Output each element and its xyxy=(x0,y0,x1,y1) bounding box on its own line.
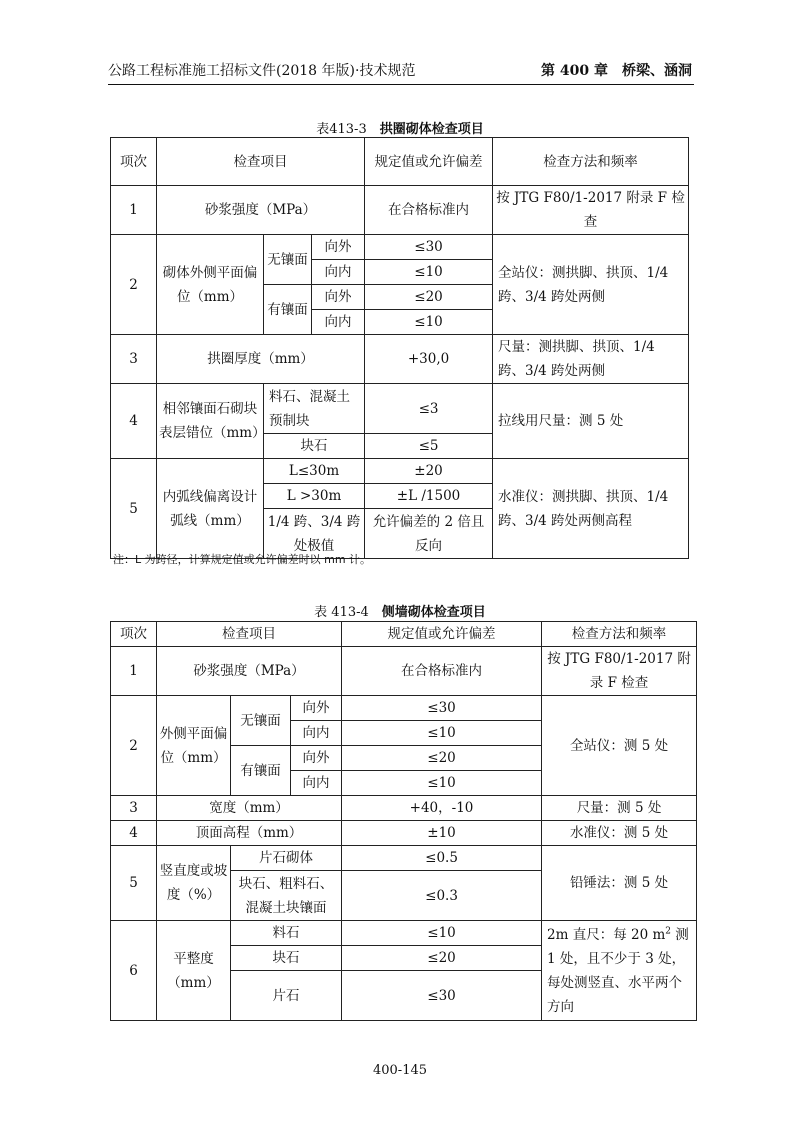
table1-r1-method: 按 JTG F80/1-2017 附录 F 检查 xyxy=(493,186,689,235)
table2-r1-no: 1 xyxy=(111,647,157,696)
table2-r6-v3: ≤30 xyxy=(342,971,542,1021)
table1-r3-no: 3 xyxy=(111,335,157,384)
table1-r5-v1: ±20 xyxy=(365,459,493,484)
table2-r6-method-pre: 2m 直尺：每 20 m xyxy=(547,926,666,943)
table1-r4-no: 4 xyxy=(111,384,157,459)
table-row xyxy=(111,647,697,696)
table2-head-check: 检查项目 xyxy=(157,622,342,647)
table2-r4-item: 顶面高程（mm） xyxy=(157,821,342,846)
table1-r2-sub-b: 有镶面 xyxy=(264,285,312,335)
table2-r4-method: 水准仪：测 5 处 xyxy=(542,821,697,846)
table1-r3-method: 尺量：测拱脚、拱顶、1/4 跨、3/4 跨处两侧 xyxy=(493,335,689,384)
table1-r5-sub-a: L≤30m xyxy=(264,459,365,484)
page-number: 400-145 xyxy=(372,1063,428,1078)
table2-r3-val: +40，-10 xyxy=(342,796,542,821)
header-rule xyxy=(108,84,694,85)
table2-r5-v2: ≤0.3 xyxy=(342,871,542,921)
table2-r6-sub-a: 料石 xyxy=(231,921,342,946)
table1-note: 注：L 为跨径，计算规定值或允许偏差时以 mm 计。 xyxy=(113,553,372,566)
table-row xyxy=(111,696,697,721)
table1-head-method: 检查方法和频率 xyxy=(493,138,689,186)
table1-r2-in-b: 向内 xyxy=(312,310,365,335)
table2-r5-item: 竖直度或坡度（%） xyxy=(157,846,231,921)
table1-r2-out-b: 向外 xyxy=(312,285,365,310)
table2-r6-method-post: 测 1 处，且不少于 3 处，每处测竖直、水平两个方向 xyxy=(547,926,689,1015)
table1-head-allow: 规定值或允许偏差 xyxy=(365,138,493,186)
table2-r6-v1: ≤10 xyxy=(342,921,542,946)
table-row xyxy=(111,384,689,434)
table2-r2-in-b: 向内 xyxy=(291,771,342,796)
table2-r2-v3: ≤20 xyxy=(342,746,542,771)
table2-r6-v2: ≤20 xyxy=(342,946,542,971)
table1-r2-v2: ≤10 xyxy=(365,260,493,285)
table2-r2-item: 外侧平面偏位（mm） xyxy=(157,696,231,796)
table1-r2-item: 砌体外侧平面偏位（mm） xyxy=(157,235,264,335)
table2-r5-method: 铅锤法：测 5 处 xyxy=(542,846,697,921)
table1-r3-val: +30,0 xyxy=(365,335,493,384)
table1-r5-sub-c: 1/4 跨、3/4 跨处极值 xyxy=(264,509,365,559)
table1-r2-out-a: 向外 xyxy=(312,235,365,260)
table1-r5-v3: 允许偏差的 2 倍且反向 xyxy=(365,509,493,559)
table1-r4-v1: ≤3 xyxy=(365,384,493,434)
table2-r2-no: 2 xyxy=(111,696,157,796)
header-chapter: 第 400 章 桥梁、涵洞 xyxy=(541,63,692,79)
table2-r2-in-a: 向内 xyxy=(291,721,342,746)
table2-r6-method-sup: 2 xyxy=(665,926,672,936)
table2-r3-item: 宽度（mm） xyxy=(157,796,342,821)
table-row xyxy=(111,846,697,871)
table2-r4-no: 4 xyxy=(111,821,157,846)
table1-r1-no: 1 xyxy=(111,186,157,235)
table2-r2-v1: ≤30 xyxy=(342,696,542,721)
table2-head-method: 检查方法和频率 xyxy=(542,622,697,647)
table2-r5-v1: ≤0.5 xyxy=(342,846,542,871)
header-title: 公路工程标准施工招标文件(2018 年版)·技术规范 xyxy=(108,63,416,79)
table1-head-item: 项次 xyxy=(111,138,157,186)
table1-r1-val: 在合格标准内 xyxy=(365,186,493,235)
table-row xyxy=(111,186,689,235)
table1-r4-sub-a: 料石、混凝土预制块 xyxy=(264,384,365,434)
table2-r5-sub-b: 块石、粗料石、混凝土块镶面 xyxy=(231,871,342,921)
table2-r1-method: 按 JTG F80/1-2017 附录 F 检查 xyxy=(542,647,697,696)
table-row xyxy=(111,821,697,846)
table2-r3-no: 3 xyxy=(111,796,157,821)
table2-r6-sub-c: 片石 xyxy=(231,971,342,1021)
table1-r2-method: 全站仪：测拱脚、拱顶、1/4 跨、3/4 跨处两侧 xyxy=(493,235,689,335)
table1-r4-sub-b: 块石 xyxy=(264,434,365,459)
table1-head-check: 检查项目 xyxy=(157,138,365,186)
table2-r2-out-a: 向外 xyxy=(291,696,342,721)
table2-r6-sub-b: 块石 xyxy=(231,946,342,971)
table1-r2-v3: ≤20 xyxy=(365,285,493,310)
table1 xyxy=(110,137,689,559)
table2-r2-sub-a: 无镶面 xyxy=(231,696,291,746)
table2-r2-v2: ≤10 xyxy=(342,721,542,746)
table1-r1-item: 砂浆强度（MPa） xyxy=(157,186,365,235)
table2-r6-method xyxy=(542,921,697,1021)
table2-r2-sub-b: 有镶面 xyxy=(231,746,291,796)
table1-r2-v4: ≤10 xyxy=(365,310,493,335)
table1-r2-in-a: 向内 xyxy=(312,260,365,285)
table1-r5-v2: ±L /1500 xyxy=(365,484,493,509)
table2 xyxy=(110,621,697,1021)
table2-header-row xyxy=(111,622,697,647)
table2-r1-item: 砂浆强度（MPa） xyxy=(157,647,342,696)
table2-r5-sub-a: 片石砌体 xyxy=(231,846,342,871)
table2-r2-method: 全站仪：测 5 处 xyxy=(542,696,697,796)
table1-r2-no: 2 xyxy=(111,235,157,335)
table1-r5-no: 5 xyxy=(111,459,157,559)
table2-head-allow: 规定值或允许偏差 xyxy=(342,622,542,647)
table2-r6-no: 6 xyxy=(111,921,157,1021)
table-row xyxy=(111,335,689,384)
table-row xyxy=(111,235,689,260)
table1-r5-item: 内弧线偏离设计弧线（mm） xyxy=(157,459,264,559)
table2-r3-method: 尺量：测 5 处 xyxy=(542,796,697,821)
table2-r5-no: 5 xyxy=(111,846,157,921)
table-row xyxy=(111,459,689,484)
table1-r5-method: 水准仪：测拱脚、拱顶、1/4 跨、3/4 跨处两侧高程 xyxy=(493,459,689,559)
table1-r5-sub-b: L >30m xyxy=(264,484,365,509)
table1-caption-title: 拱圈砌体检查项目 xyxy=(379,122,484,137)
table2-caption-no: 表 413-4 xyxy=(314,605,369,620)
table2-r1-val: 在合格标准内 xyxy=(342,647,542,696)
table2-r2-out-b: 向外 xyxy=(291,746,342,771)
table2-caption-title: 侧墙砌体检查项目 xyxy=(381,605,486,620)
table1-caption-no: 表413-3 xyxy=(316,122,367,137)
table1-r3-item: 拱圈厚度（mm） xyxy=(157,335,365,384)
table2-r2-v4: ≤10 xyxy=(342,771,542,796)
table1-r2-v1: ≤30 xyxy=(365,235,493,260)
table1-r4-item: 相邻镶面石砌块表层错位（mm） xyxy=(157,384,264,459)
table-row xyxy=(111,796,697,821)
table2-head-item: 项次 xyxy=(111,622,157,647)
table1-caption xyxy=(0,118,800,137)
table1-r4-method: 拉线用尺量：测 5 处 xyxy=(493,384,689,459)
table2-caption xyxy=(0,601,800,620)
table1-r2-sub-a: 无镶面 xyxy=(264,235,312,285)
table1-header-row xyxy=(111,138,689,186)
table1-r4-v2: ≤5 xyxy=(365,434,493,459)
table2-r4-val: ±10 xyxy=(342,821,542,846)
table2-r6-item: 平整度（mm） xyxy=(157,921,231,1021)
table-row xyxy=(111,921,697,946)
